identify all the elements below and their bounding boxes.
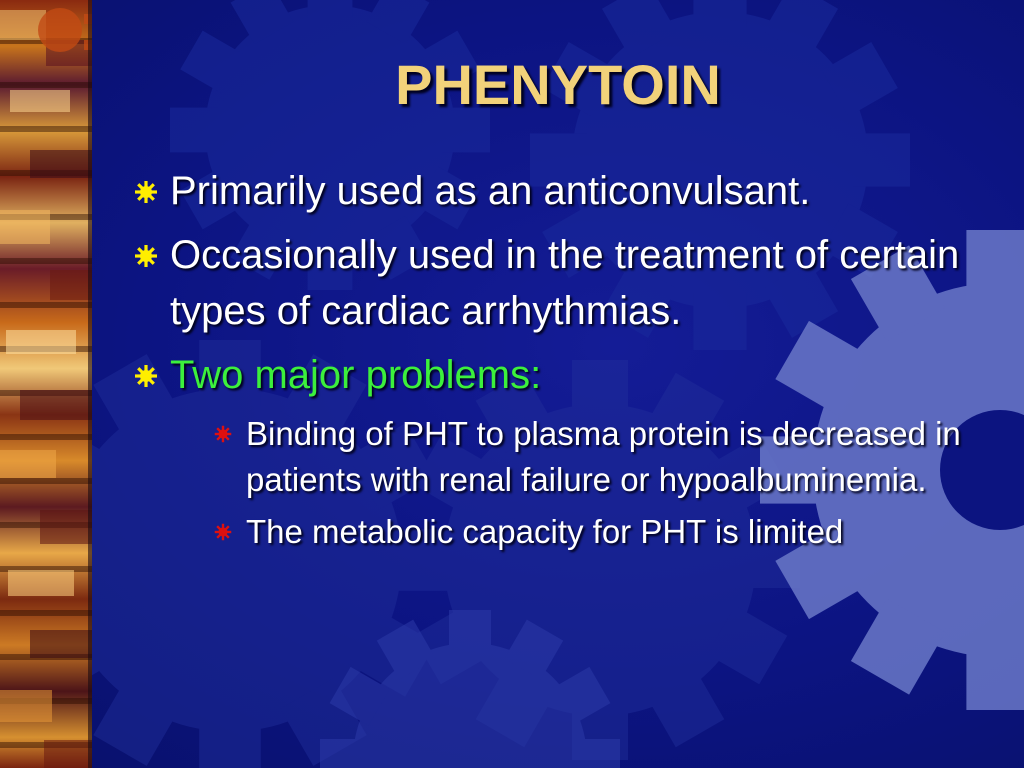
sub-bullet-text: Binding of PHT to plasma protein is decreased in patients with renal failure or hypoalbuminemia. [246, 415, 961, 498]
bullet-text: Primarily used as an anticonvulsant. [170, 169, 811, 213]
slide-title: PHENYTOIN [395, 53, 721, 116]
yellow-starburst-bullet-icon [134, 244, 158, 268]
bullet-text: Occasionally used in the treatment of certain types of cardiac arrhythmias. [170, 233, 960, 333]
sub-bullet-item [214, 411, 990, 503]
bullet-text: Two major problems: [170, 353, 542, 397]
sub-bullet-text: The metabolic capacity for PHT is limited [246, 513, 844, 550]
left-decorative-strip [0, 0, 92, 768]
red-starburst-bullet-icon [214, 425, 232, 443]
yellow-starburst-bullet-icon [134, 180, 158, 204]
bullet-list [130, 163, 990, 561]
sub-bullet-item [214, 509, 990, 555]
bullet-item [130, 163, 990, 219]
bullet-item-highlight [130, 347, 990, 403]
red-starburst-bullet-icon [214, 523, 232, 541]
bullet-item [130, 227, 990, 339]
yellow-starburst-bullet-icon [134, 364, 158, 388]
